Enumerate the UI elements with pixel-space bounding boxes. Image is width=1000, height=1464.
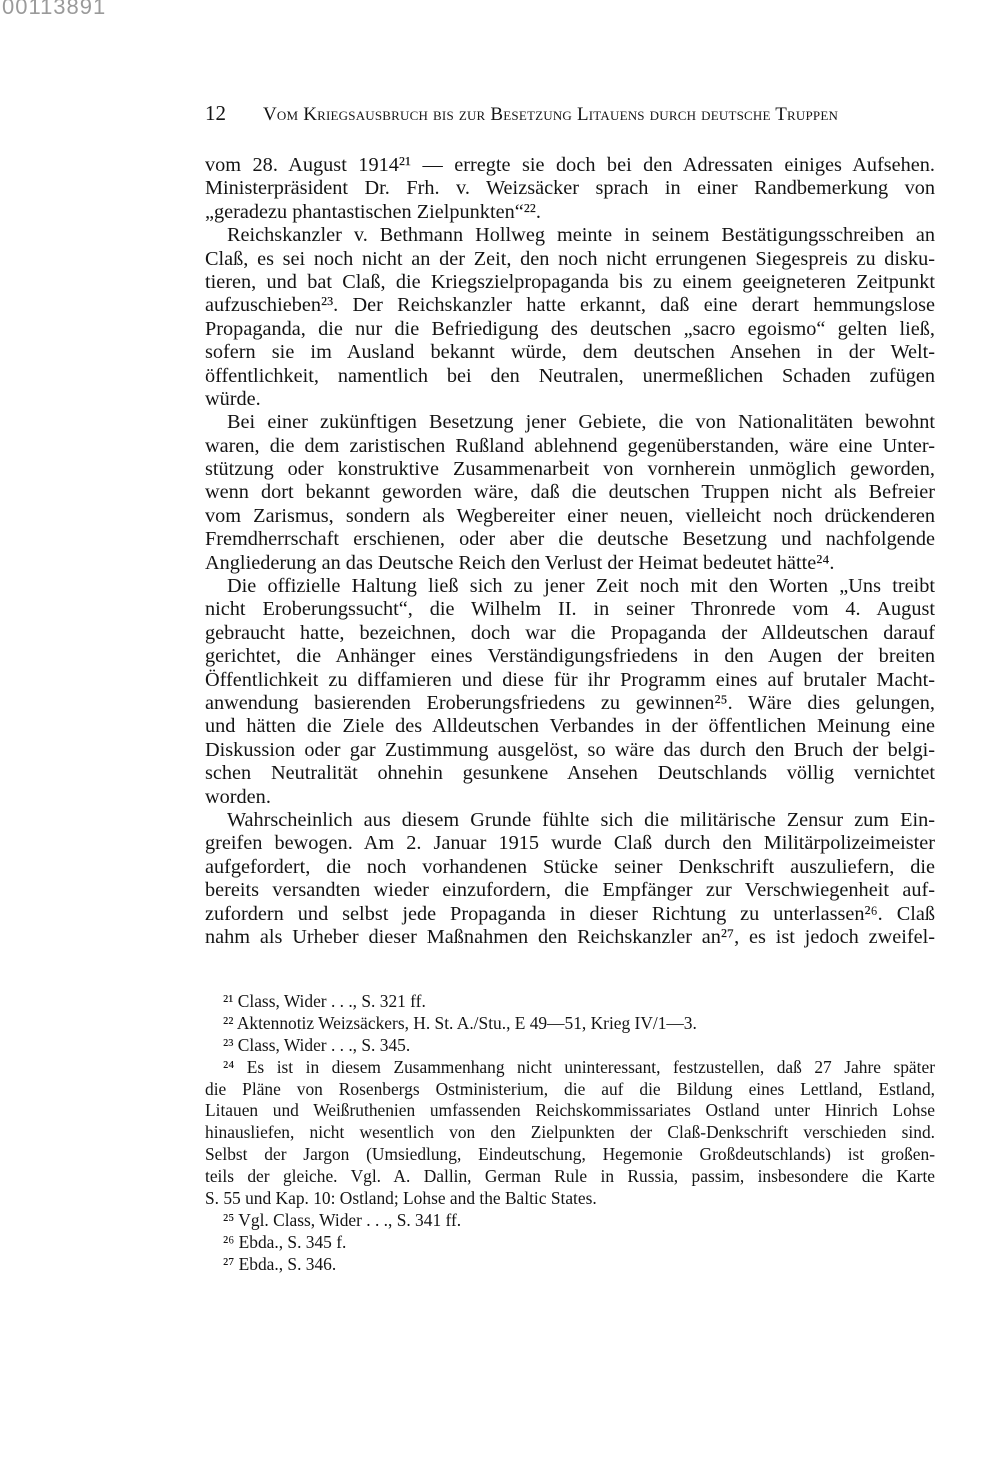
running-title: Vom Kriegsausbruch bis zur Besetzung Litauens durch deutsche Truppen bbox=[263, 104, 839, 125]
footnote-line: die Pläne von Rosenbergs Ostministerium, die auf die Bildung eines Lettland, Estland, bbox=[205, 1078, 935, 1099]
footnotes bbox=[205, 991, 935, 1276]
footnote-line: ²⁵ Vgl. Class, Wider . . ., S. 341 ff. bbox=[223, 1209, 462, 1230]
body-line: schen Neutralität ohnehin gesunkene Ansehen Deutschlands völlig vernichtet bbox=[205, 762, 935, 785]
body-line: öffentlichkeit, namentlich bei den Neutralen, unermeßlichen Schaden zufügen bbox=[205, 364, 935, 387]
footnote-line: Litauen und Weißruthenien umfassenden Reichskommissariates Ostland unter Hinrich Lohse bbox=[205, 1100, 935, 1121]
body-line: Wahrscheinlich aus diesem Grunde fühlte sich die militärische Zensur zum Ein- bbox=[227, 808, 935, 831]
body-line: wenn dort bekannt geworden wäre, daß die deutschen Truppen nicht als Befreier bbox=[205, 481, 935, 504]
body-line: Fremdherrschaft erschienen, oder aber die deutsche Besetzung und nachfolgende bbox=[205, 528, 935, 551]
body-line: vom 28. August 1914²¹ — erregte sie doch bei den Adressaten einiges Aufsehen. bbox=[205, 154, 935, 176]
archive-stamp: 00113891 bbox=[2, 0, 107, 19]
body-line: anwendung basierenden Eroberungsfriedens zu gewinnen²⁵. Wäre dies gelungen, bbox=[205, 691, 935, 714]
footnote-line: Selbst der Jargon (Umsiedlung, Eindeutschung, Hegemonie Großdeutschlands) ist großen- bbox=[205, 1144, 935, 1165]
body-line: Angliederung an das Deutsche Reich den Verlust der Heimat bedeutet hätte²⁴. bbox=[205, 551, 835, 574]
body-line: gerichtet, die Anhänger eines Verständigungsfriedens in den Augen der breiten bbox=[205, 645, 935, 668]
footnote-line: ²⁴ Es ist in diesem Zusammenhang nicht uninteressant, festzustellen, daß 27 Jahre später bbox=[223, 1056, 935, 1077]
body-line: sofern sie im Ausland bekannt würde, dem deutschen Ansehen in der Welt- bbox=[205, 341, 935, 364]
body-line: Öffentlichkeit zu diffamieren und diese für ihr Programm eines auf brutaler Macht- bbox=[205, 668, 935, 691]
footnote-line: S. 55 und Kap. 10: Ostland; Lohse and the Baltic States. bbox=[205, 1188, 597, 1209]
body-line: stützung oder konstruktive Zusammenarbeit von vornherein unmöglich geworden, bbox=[205, 458, 935, 481]
body-line: waren, die dem zaristischen Rußland ablehnend gegenüberstanden, wäre eine Unter- bbox=[205, 434, 935, 457]
body-line: Bei einer zukünftigen Besetzung jener Gebiete, die von Nationalitäten bewohnt bbox=[227, 411, 935, 434]
body-line: Reichskanzler v. Bethmann Hollweg meinte in seinem Bestätigungsschreiben an bbox=[227, 224, 935, 247]
body-line: Claß, es sei noch nicht an der Zeit, den noch nicht errungenen Siegespreis zu disku- bbox=[205, 247, 935, 270]
footnote-line: ²² Aktennotiz Weizsäckers, H. St. A./Stu., E 49—51, Krieg IV/1—3. bbox=[223, 1012, 697, 1033]
body-line: Ministerpräsident Dr. Frh. v. Weizsäcker sprach in einer Randbemerkung von bbox=[205, 177, 935, 200]
body-line: tieren, und bat Claß, die Kriegszielpropaganda bis zu einem geeigneteren Zeitpunkt bbox=[205, 270, 935, 293]
footnote-line: ²³ Class, Wider . . ., S. 345. bbox=[223, 1034, 411, 1055]
main-text bbox=[205, 154, 935, 949]
body-line: gebraucht hatte, bezeichnen, doch war die Propaganda der Alldeutschen darauf bbox=[205, 621, 935, 644]
body-line: würde. bbox=[205, 387, 261, 410]
body-line: Propaganda, die nur die Befriedigung des deutschen „sacro egoismo“ gelten ließ, bbox=[205, 317, 935, 340]
footnote-line: hinausliefen, nicht wesentlich von den Zielpunkten der Claß-Denkschrift verschieden sind. bbox=[205, 1122, 935, 1143]
body-line: „geradezu phantastischen Zielpunkten“²². bbox=[205, 200, 541, 223]
body-line: bereits versandten wieder einzufordern, die Empfänger zur Verschwiegenheit auf- bbox=[205, 879, 935, 902]
body-line: greifen bewogen. Am 2. Januar 1915 wurde Claß durch den Militärpolizeimeister bbox=[205, 832, 935, 855]
body-line: zufordern und selbst jede Propaganda in dieser Richtung zu unterlassen²⁶. Claß bbox=[205, 902, 935, 925]
body-line: und hätten die Ziele des Alldeutschen Verbandes in der öffentlichen Meinung eine bbox=[205, 715, 935, 738]
footnote-line: ²⁶ Ebda., S. 345 f. bbox=[223, 1231, 347, 1252]
body-line: nahm als Urheber dieser Maßnahmen den Reichskanzler an²⁷, es ist jedoch zweifel- bbox=[205, 925, 935, 948]
running-header bbox=[205, 99, 895, 127]
footnote-line: ²⁷ Ebda., S. 346. bbox=[223, 1253, 337, 1274]
body-line: aufgefordert, die noch vorhandenen Stücke seiner Denkschrift auszuliefern, die bbox=[205, 855, 935, 878]
body-line: vom Zarismus, sondern als Wegbereiter einer neuen, vielleicht noch drückenderen bbox=[205, 504, 935, 527]
footnote-line: ²¹ Class, Wider . . ., S. 321 ff. bbox=[223, 991, 426, 1011]
body-line: aufzuschieben²³. Der Reichskanzler hatte erkannt, daß eine derart hemmungslose bbox=[205, 294, 935, 317]
footnote-line: teils der gleiche. Vgl. A. Dallin, German Rule in Russia, passim, insbesondere die Karte bbox=[205, 1166, 935, 1187]
body-line: worden. bbox=[205, 785, 271, 808]
body-line: Die offizielle Haltung ließ sich zu jener Zeit noch mit den Worten „Uns treibt bbox=[227, 575, 935, 598]
body-line: Diskussion oder gar Zustimmung ausgelöst, so wäre das durch den Bruch der belgi- bbox=[205, 738, 935, 761]
page-number: 12 bbox=[205, 101, 226, 125]
body-line: nicht Eroberungssucht“, die Wilhelm II. in seiner Thronrede vom 4. August bbox=[205, 598, 935, 621]
